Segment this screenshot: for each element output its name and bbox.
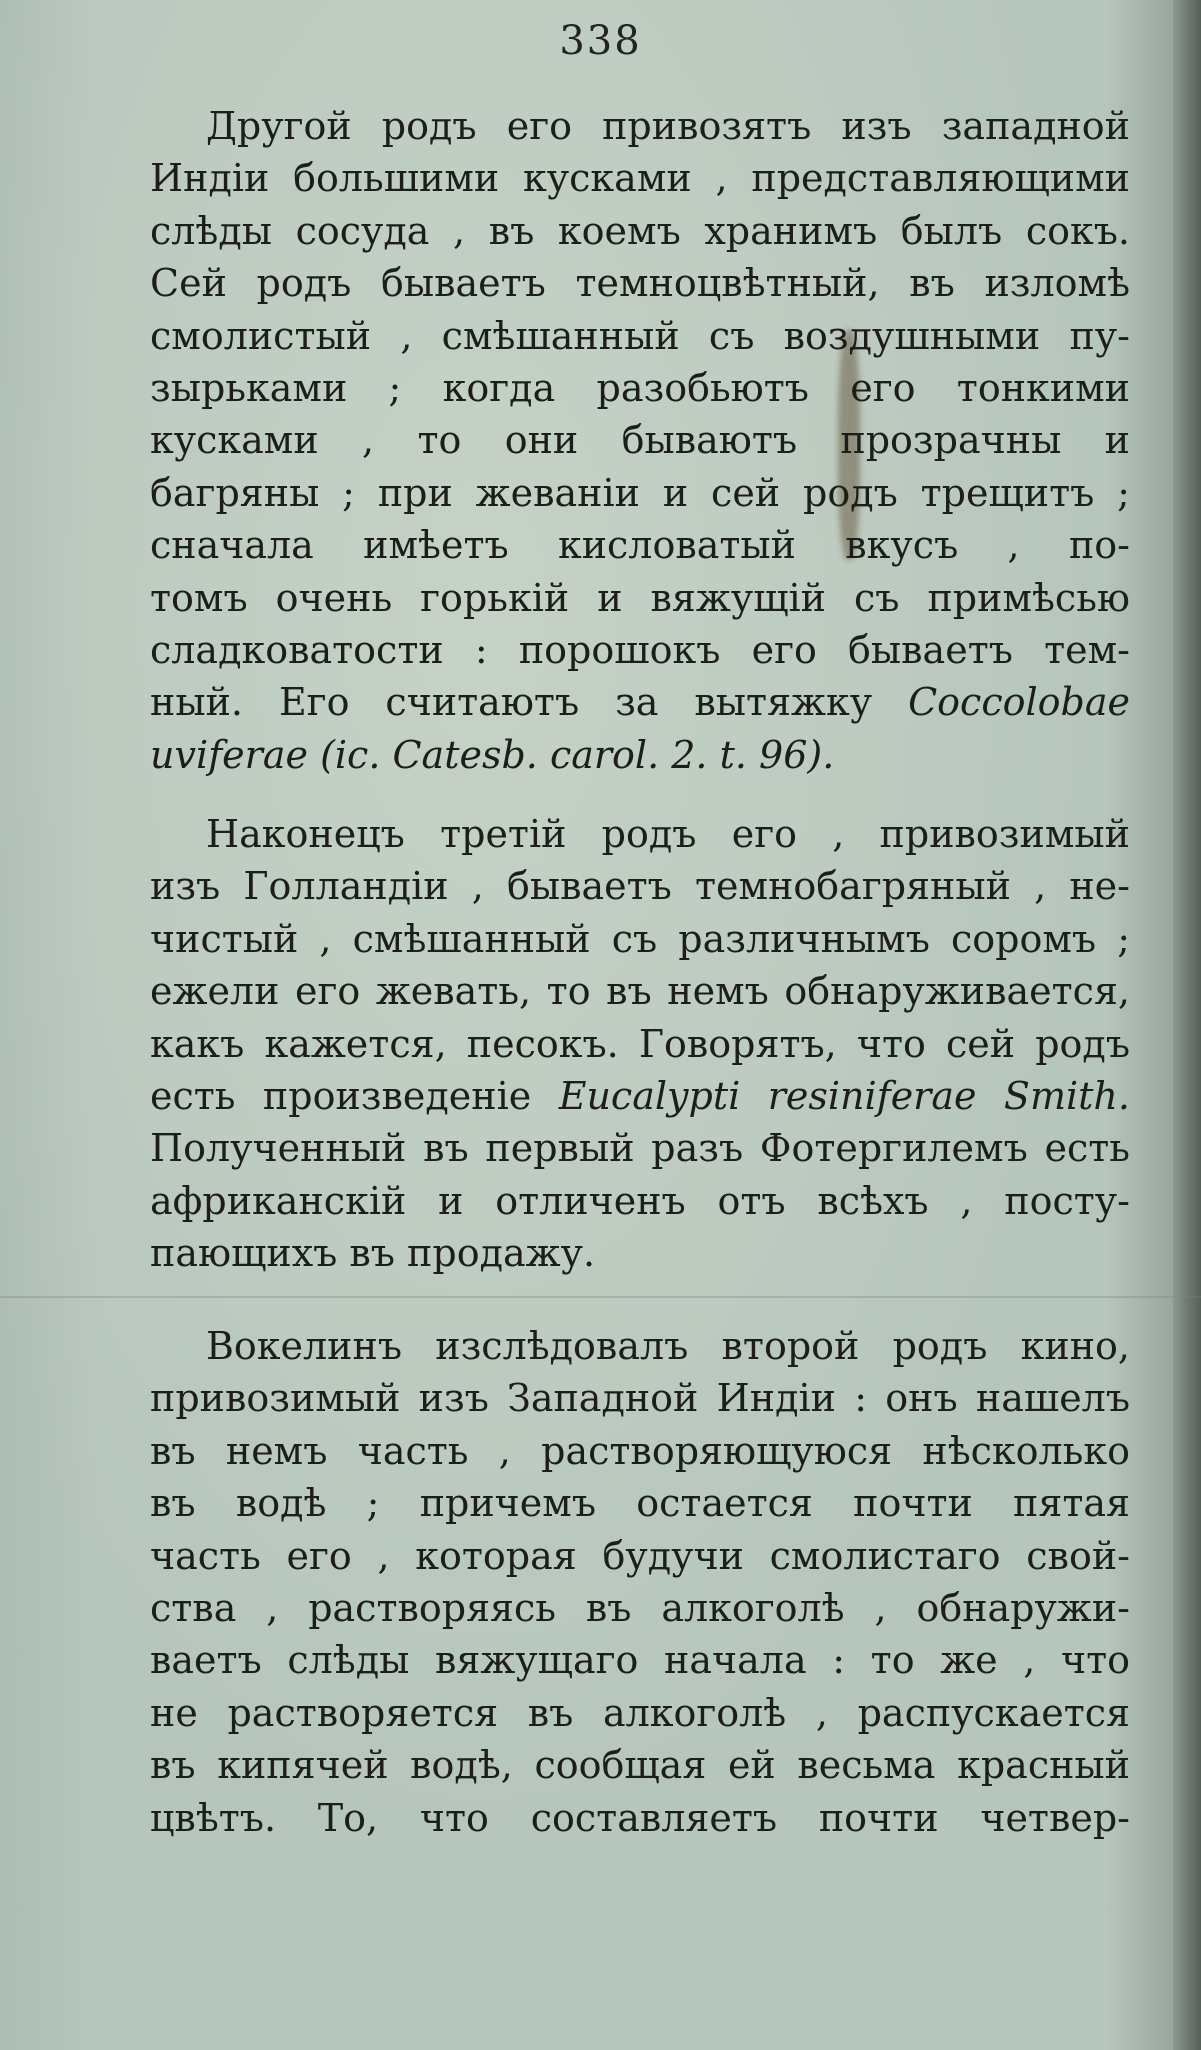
text-line: ства , растворяясь въ алкоголѣ , обнаружи- xyxy=(150,1585,1130,1630)
text-line xyxy=(150,1070,1130,1122)
text-line: слѣды сосуда , въ коемъ хранимъ былъ сокъ. xyxy=(150,208,1130,253)
text-line: чистый , смѣшанный съ различнымъ соромъ ; xyxy=(150,916,1130,961)
text-line: цвѣтъ. То, что составляетъ почти четвер- xyxy=(150,1795,1130,1840)
page-fold-line xyxy=(0,1296,1201,1298)
text-run: ный. Его считаютъ за вытяжку xyxy=(150,680,873,725)
text-run: есть произведеніе xyxy=(150,1073,532,1118)
text-line: кусками , то они бываютъ прозрачны и xyxy=(150,418,1130,463)
text-line: не растворяется въ алкоголѣ , распускается xyxy=(150,1690,1130,1735)
text-line: зырьками ; когда разобьютъ его тонкими xyxy=(150,365,1130,410)
latin-term: Coccolobae xyxy=(908,680,1130,725)
text-line: ежели его жевать, то въ немъ обнаруживается, xyxy=(150,969,1130,1014)
page-number: 338 xyxy=(559,18,642,64)
paragraph-3 xyxy=(150,1320,1130,1844)
text-line: африканскій и отличенъ отъ всѣхъ , посту- xyxy=(150,1178,1130,1223)
latin-term: uviferae xyxy=(150,732,308,777)
text-line: Вокелинъ изслѣдовалъ второй родъ кино, xyxy=(206,1324,1130,1368)
text-line xyxy=(150,676,1130,728)
text-line: въ кипячей водѣ, сообщая ей весьма красный xyxy=(150,1743,1130,1788)
text-line xyxy=(150,729,1130,781)
text-line: пающихъ въ продажу. xyxy=(150,1231,596,1276)
paragraph-1 xyxy=(150,100,1130,781)
text-line: Сей родъ бываетъ темноцвѣтный, въ изломѣ xyxy=(150,261,1130,306)
text-line: привозимый изъ Западной Индіи : онъ нашелъ xyxy=(150,1376,1130,1421)
citation: (ic. Catesb. carol. 2. t. 96). xyxy=(320,732,835,777)
text-line: Другой родъ его привозятъ изъ западной xyxy=(206,104,1130,148)
text-line: какъ кажется, песокъ. Говорятъ, что сей родъ xyxy=(150,1021,1130,1066)
text-line: въ немъ часть , растворяющуюся нѣсколько xyxy=(150,1428,1130,1473)
text-line: изъ Голландіи , бываетъ темнобагряный , не- xyxy=(150,864,1130,909)
paragraph-2 xyxy=(150,808,1130,1280)
text-line: ваетъ слѣды вяжущаго начала : то же , что xyxy=(150,1638,1130,1683)
text-line: Индіи большими кусками , представляющими xyxy=(150,156,1130,201)
latin-term: Eucalypti resiniferae Smith. xyxy=(558,1073,1130,1118)
text-line: багряны ; при жеваніи и сей родъ трещитъ ; xyxy=(150,470,1130,515)
text-line: Полученный въ первый разъ Фотергилемъ есть xyxy=(150,1126,1130,1171)
text-line: томъ очень горькій и вяжущій съ примѣсью xyxy=(150,575,1130,620)
text-line: въ водѣ ; причемъ остается почти пятая xyxy=(150,1481,1130,1526)
text-line: сначала имѣетъ кисловатый вкусъ , по- xyxy=(150,523,1130,568)
text-line: сладковатости : порошокъ его бываетъ тем- xyxy=(150,627,1130,672)
text-line: часть его , которая будучи смолистаго свой- xyxy=(150,1533,1130,1578)
text-line: смолистый , смѣшанный съ воздушными пу- xyxy=(150,313,1130,358)
page-edge-shadow xyxy=(1173,0,1201,2050)
text-line: Наконецъ третій родъ его , привозимый xyxy=(206,812,1130,856)
